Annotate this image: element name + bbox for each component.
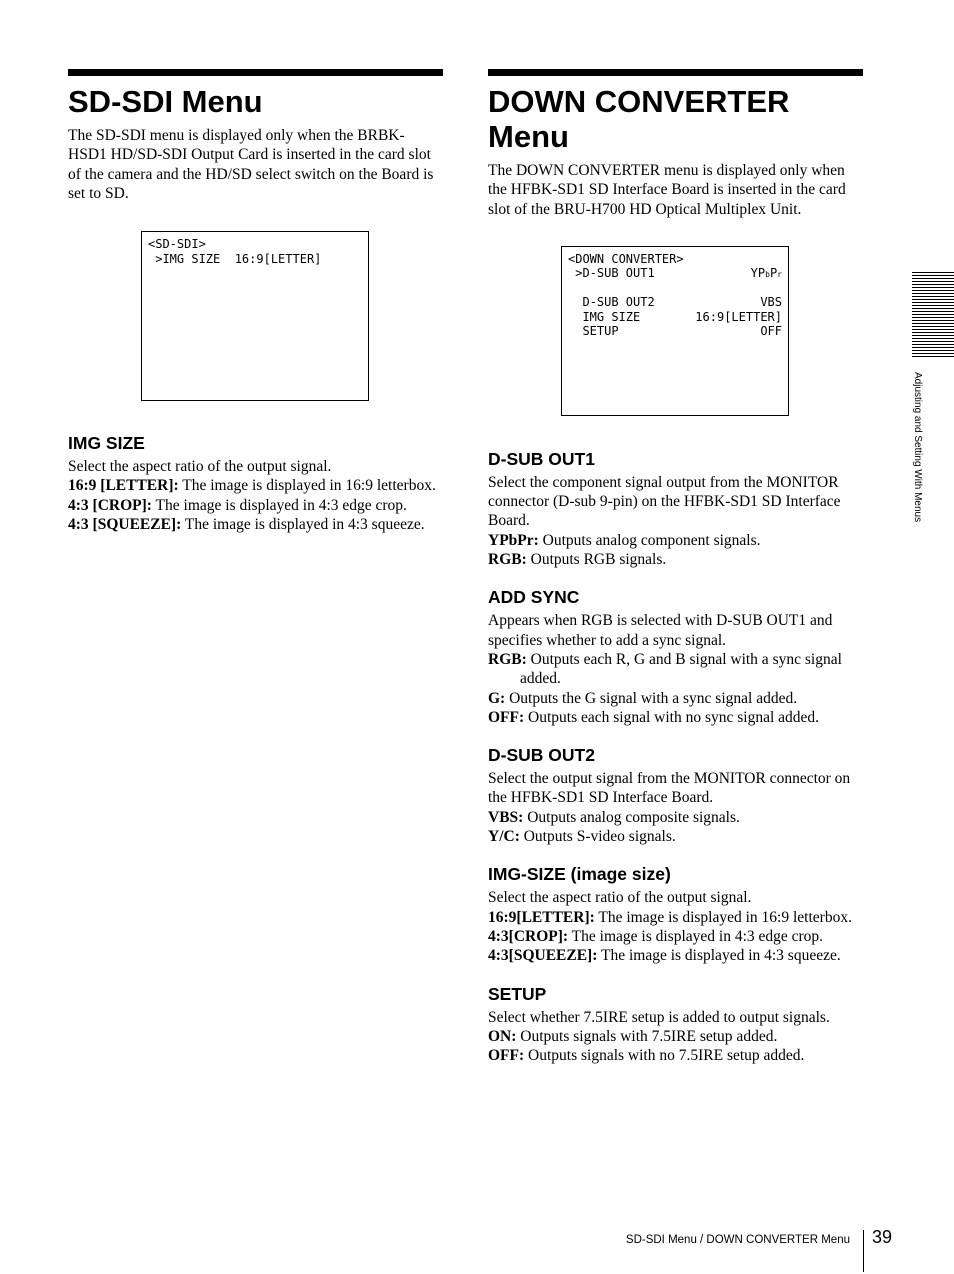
screen-line xyxy=(568,310,782,325)
option-label: 16:9 [LETTER]: xyxy=(68,477,179,495)
option-label: 16:9[LETTER]: xyxy=(488,908,595,926)
screen-label: IMG SIZE xyxy=(568,309,641,324)
side-tab-lines xyxy=(912,272,954,360)
option-item xyxy=(488,1046,863,1065)
option-desc: Outputs RGB signals. xyxy=(530,551,667,569)
screen-label: SETUP xyxy=(568,324,619,339)
screen-value-part: Y xyxy=(750,266,758,281)
option-label: RGB: xyxy=(488,551,527,569)
option-desc: The image is displayed in 4:3 squeeze. xyxy=(600,947,841,965)
option-item xyxy=(68,476,443,495)
option-desc: The image is displayed in 4:3 edge crop. xyxy=(571,927,824,945)
img-size-heading: IMG SIZE xyxy=(68,433,145,454)
screen-line: <SD-SDI> xyxy=(148,237,206,252)
option-item xyxy=(488,908,863,927)
option-item xyxy=(488,531,863,550)
down-converter-menu-screen xyxy=(561,246,789,416)
option-label: 4:3[SQUEEZE]: xyxy=(488,947,598,965)
option-label: OFF: xyxy=(488,1047,525,1065)
option-desc: The image is displayed in 16:9 letterbox. xyxy=(598,908,852,926)
dsub-out2-heading: D-SUB OUT2 xyxy=(488,745,595,766)
screen-value-part: P xyxy=(757,266,766,281)
option-label: VBS: xyxy=(488,808,524,826)
add-sync-section xyxy=(488,587,863,727)
title-rule xyxy=(68,69,443,76)
screen-line: >IMG SIZE 16:9[LETTER] xyxy=(148,251,322,266)
sd-sdi-menu-screen xyxy=(141,231,369,401)
screen-label: D-SUB OUT2 xyxy=(568,295,655,310)
screen-line xyxy=(568,252,782,267)
down-converter-title: DOWN CONVERTER Menu xyxy=(488,84,790,154)
option-item xyxy=(488,689,863,708)
sd-sdi-title: SD-SDI Menu xyxy=(68,84,263,119)
option-item xyxy=(488,827,863,846)
option-label: 4:3 [CROP]: xyxy=(68,496,152,514)
option-label: ON: xyxy=(488,1027,517,1045)
dsub-out2-section xyxy=(488,745,863,846)
setup-heading: SETUP xyxy=(488,983,547,1004)
option-label: Y/C: xyxy=(488,828,520,846)
img-size-text: Select the aspect ratio of the output signal. xyxy=(488,889,752,907)
option-item xyxy=(488,708,863,727)
screen-value-part: b xyxy=(765,270,770,280)
dsub-out2-text: Select the output signal from the MONITOR connector on the HFBK-SD1 SD Interface Board. xyxy=(488,770,851,807)
page-number: 39 xyxy=(872,1227,893,1247)
option-desc: Outputs signals with no 7.5IRE setup added. xyxy=(528,1047,805,1065)
setup-text: Select whether 7.5IRE setup is added to output signals. xyxy=(488,1008,830,1026)
option-item xyxy=(488,650,863,689)
side-chapter-label: Adjusting and Setting With Menus xyxy=(912,372,923,523)
left-column xyxy=(68,69,443,552)
dsub-out1-section xyxy=(488,449,863,569)
screen-line xyxy=(568,295,782,310)
dsub-out1-text: Select the component signal output from the MONITOR connector (D-sub 9-pin) on the HFBK-SD1 SD Interface Board. xyxy=(488,473,841,530)
option-desc: Outputs each R, G and B signal with a sync signal added. xyxy=(520,650,842,688)
option-desc: The image is displayed in 4:3 squeeze. xyxy=(184,516,425,534)
add-sync-text: Appears when RGB is selected with D-SUB OUT1 and specifies whether to add a sync signal. xyxy=(488,612,833,649)
dsub-out1-heading: D-SUB OUT1 xyxy=(488,448,595,469)
screen-value: VBS xyxy=(760,295,782,310)
option-item xyxy=(488,946,863,965)
down-converter-intro: The DOWN CONVERTER menu is displayed only when the HFBK-SD1 SD Interface Board is inserted in the card slot of the BRU-H700 HD Optical Multiplex Unit. xyxy=(488,162,846,218)
option-label: RGB: xyxy=(488,650,527,668)
option-desc: Outputs analog composite signals. xyxy=(527,808,740,826)
right-column xyxy=(488,69,863,1083)
option-item xyxy=(68,496,443,515)
option-desc: Outputs each signal with no sync signal added. xyxy=(528,708,820,726)
screen-label: >D-SUB OUT1 xyxy=(568,266,655,281)
option-desc: Outputs S-video signals. xyxy=(523,828,676,846)
img-size-text: Select the aspect ratio of the output signal. xyxy=(68,458,332,476)
option-label: 4:3 [SQUEEZE]: xyxy=(68,516,182,534)
option-item xyxy=(488,550,863,569)
screen-value xyxy=(751,266,782,281)
screen-value-part: r xyxy=(777,270,782,280)
option-desc: The image is displayed in 16:9 letterbox. xyxy=(182,477,436,495)
option-label: 4:3[CROP]: xyxy=(488,927,569,945)
img-size-section xyxy=(68,433,443,534)
option-item xyxy=(488,808,863,827)
screen-line xyxy=(568,266,782,281)
setup-section xyxy=(488,984,863,1066)
screen-line xyxy=(568,324,782,339)
option-desc: The image is displayed in 4:3 edge crop. xyxy=(155,496,407,514)
add-sync-heading: ADD SYNC xyxy=(488,587,580,608)
option-desc: Outputs the G signal with a sync signal added. xyxy=(509,689,798,707)
option-label: OFF: xyxy=(488,708,525,726)
option-item xyxy=(488,1027,863,1046)
footer-label: SD-SDI Menu / DOWN CONVERTER Menu xyxy=(625,1234,850,1246)
img-size-section xyxy=(488,864,863,965)
sd-sdi-intro: The SD-SDI menu is displayed only when the BRBK-HSD1 HD/SD-SDI Output Card is inserted in the card slot of the camera and the HD/SD select switch on the Board is set to SD. xyxy=(68,127,434,202)
screen-title: <DOWN CONVERTER> xyxy=(568,251,684,266)
option-label: YPbPr: xyxy=(488,531,539,549)
screen-blank-line xyxy=(568,281,782,296)
option-desc: Outputs analog component signals. xyxy=(542,531,761,549)
screen-value-part: P xyxy=(769,266,778,281)
option-desc: Outputs signals with 7.5IRE setup added. xyxy=(520,1027,778,1045)
option-item xyxy=(488,927,863,946)
screen-value: 16:9[LETTER] xyxy=(695,309,782,324)
footer-divider xyxy=(863,1230,864,1272)
screen-value: OFF xyxy=(760,324,782,339)
title-rule xyxy=(488,69,863,76)
option-item xyxy=(68,515,443,534)
img-size-heading: IMG-SIZE (image size) xyxy=(488,864,671,885)
option-label: G: xyxy=(488,689,506,707)
